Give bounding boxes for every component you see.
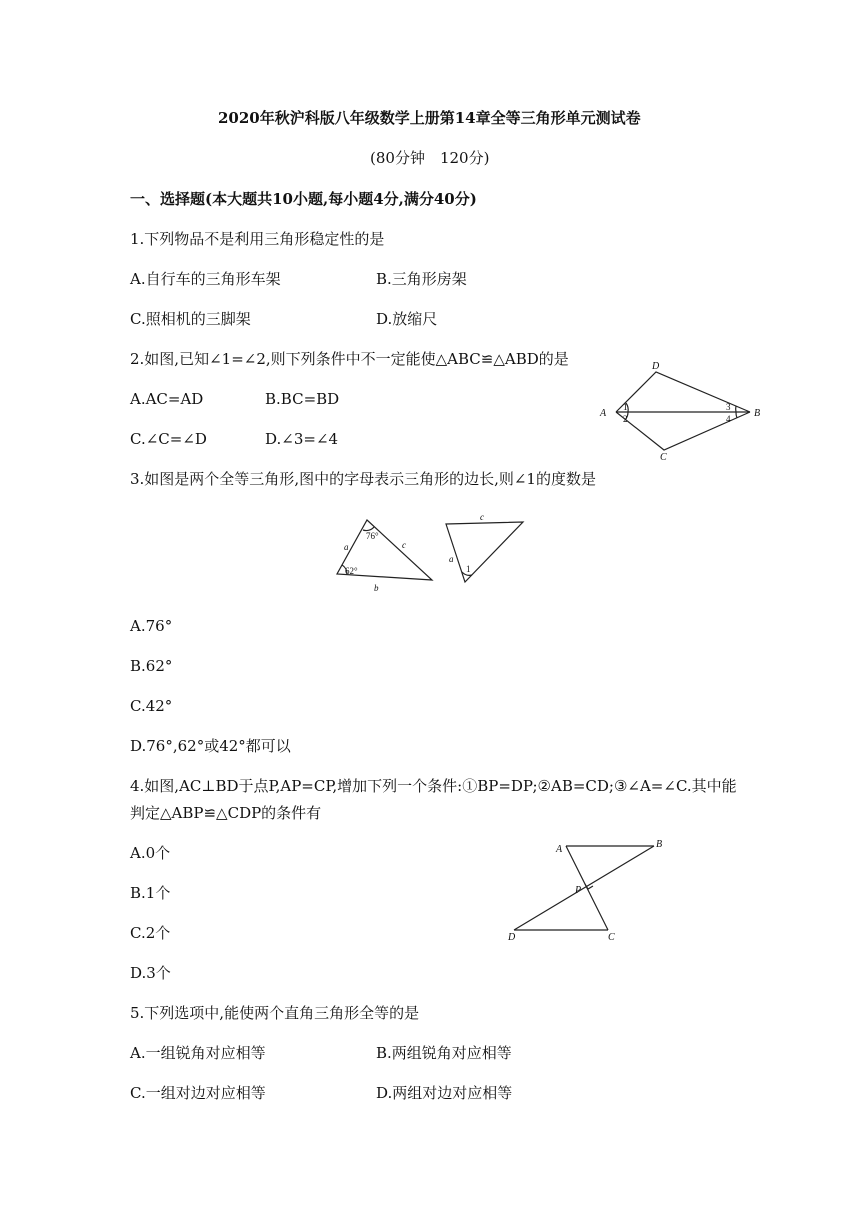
question-3-option-c: C.42° bbox=[130, 697, 173, 715]
fig3-label-angle-1: 1 bbox=[466, 564, 471, 574]
question-4-stem-line-1: 4.如图,AC⊥BD于点P,AP=CP,增加下列一个条件:①BP=DP;②AB=CD;③∠A=∠C.其中能 bbox=[130, 777, 737, 795]
fig3-label-b: b bbox=[374, 583, 379, 593]
fig2-label-angle-2: 2 bbox=[623, 414, 628, 424]
question-3-figure bbox=[330, 508, 530, 598]
fig2-label-a: A bbox=[600, 408, 607, 419]
page-title: 2020年秋沪科版八年级数学上册第14章全等三角形单元测试卷 bbox=[218, 109, 641, 127]
time-score-info: (80分钟 120分) bbox=[370, 149, 490, 167]
fig2-label-b: B bbox=[754, 408, 761, 419]
fig4-label-b: B bbox=[656, 839, 663, 850]
question-2-option-c: C.∠C=∠D bbox=[130, 430, 207, 448]
question-5-option-c: C.一组对边对应相等 bbox=[130, 1084, 266, 1102]
fig3-label-76: 76° bbox=[366, 531, 379, 541]
question-5-stem: 5.下列选项中,能使两个直角三角形全等的是 bbox=[130, 1004, 420, 1022]
question-4-option-c: C.2个 bbox=[130, 924, 171, 942]
fig2-label-angle-4: 4 bbox=[726, 414, 731, 424]
question-3-option-b: B.62° bbox=[130, 657, 173, 675]
fig2-angle-arc-4 bbox=[736, 412, 737, 418]
fig4-label-a: A bbox=[556, 844, 563, 855]
fig4-label-c: C bbox=[608, 932, 615, 943]
question-4-option-b: B.1个 bbox=[130, 884, 171, 902]
fig3-label-a: a bbox=[344, 542, 349, 552]
fig2-label-angle-3: 3 bbox=[726, 402, 731, 412]
question-2-figure bbox=[596, 358, 768, 462]
question-5-option-b: B.两组锐角对应相等 bbox=[376, 1044, 512, 1062]
fig3-label-62: 62° bbox=[345, 566, 358, 576]
question-3-option-d: D.76°,62°或42°都可以 bbox=[130, 737, 291, 755]
question-1-option-d: D.放缩尺 bbox=[376, 310, 438, 328]
question-2-option-d: D.∠3=∠4 bbox=[265, 430, 339, 448]
question-2-option-a: A.AC=AD bbox=[130, 390, 204, 408]
question-3-stem: 3.如图是两个全等三角形,图中的字母表示三角形的边长,则∠1的度数是 bbox=[130, 470, 596, 488]
question-4-option-d: D.3个 bbox=[130, 964, 171, 982]
fig3-label-a2: a bbox=[449, 554, 454, 564]
question-1-stem: 1.下列物品不是利用三角形稳定性的是 bbox=[130, 230, 385, 248]
question-1-option-b: B.三角形房架 bbox=[376, 270, 467, 288]
question-5-option-d: D.两组对边对应相等 bbox=[376, 1084, 513, 1102]
fig4-segment-bd bbox=[514, 846, 654, 930]
question-2-stem: 2.如图,已知∠1=∠2,则下列条件中不一定能使△ABC≌△ABD的是 bbox=[130, 350, 569, 368]
fig4-label-d: D bbox=[508, 932, 516, 943]
fig2-label-angle-1: 1 bbox=[623, 402, 628, 412]
fig3-triangle-right bbox=[446, 522, 523, 582]
question-4-figure bbox=[500, 834, 680, 946]
question-5-option-a: A.一组锐角对应相等 bbox=[130, 1044, 266, 1062]
question-2-option-b: B.BC=BD bbox=[265, 390, 340, 408]
question-4-option-a: A.0个 bbox=[130, 844, 171, 862]
question-1-option-a: A.自行车的三角形车架 bbox=[130, 270, 281, 288]
section-heading: 一、选择题(本大题共10小题,每小题4分,满分40分) bbox=[130, 190, 477, 208]
question-4-stem-line-2: 判定△ABP≌△CDP的条件有 bbox=[130, 804, 322, 822]
question-1-option-c: C.照相机的三脚架 bbox=[130, 310, 251, 328]
question-3-option-a: A.76° bbox=[130, 617, 173, 635]
fig4-label-p: P bbox=[575, 885, 582, 896]
fig2-label-c: C bbox=[660, 452, 667, 462]
fig3-label-c2: c bbox=[480, 512, 484, 522]
fig3-label-c: c bbox=[402, 540, 406, 550]
fig2-label-d: D bbox=[652, 361, 660, 372]
